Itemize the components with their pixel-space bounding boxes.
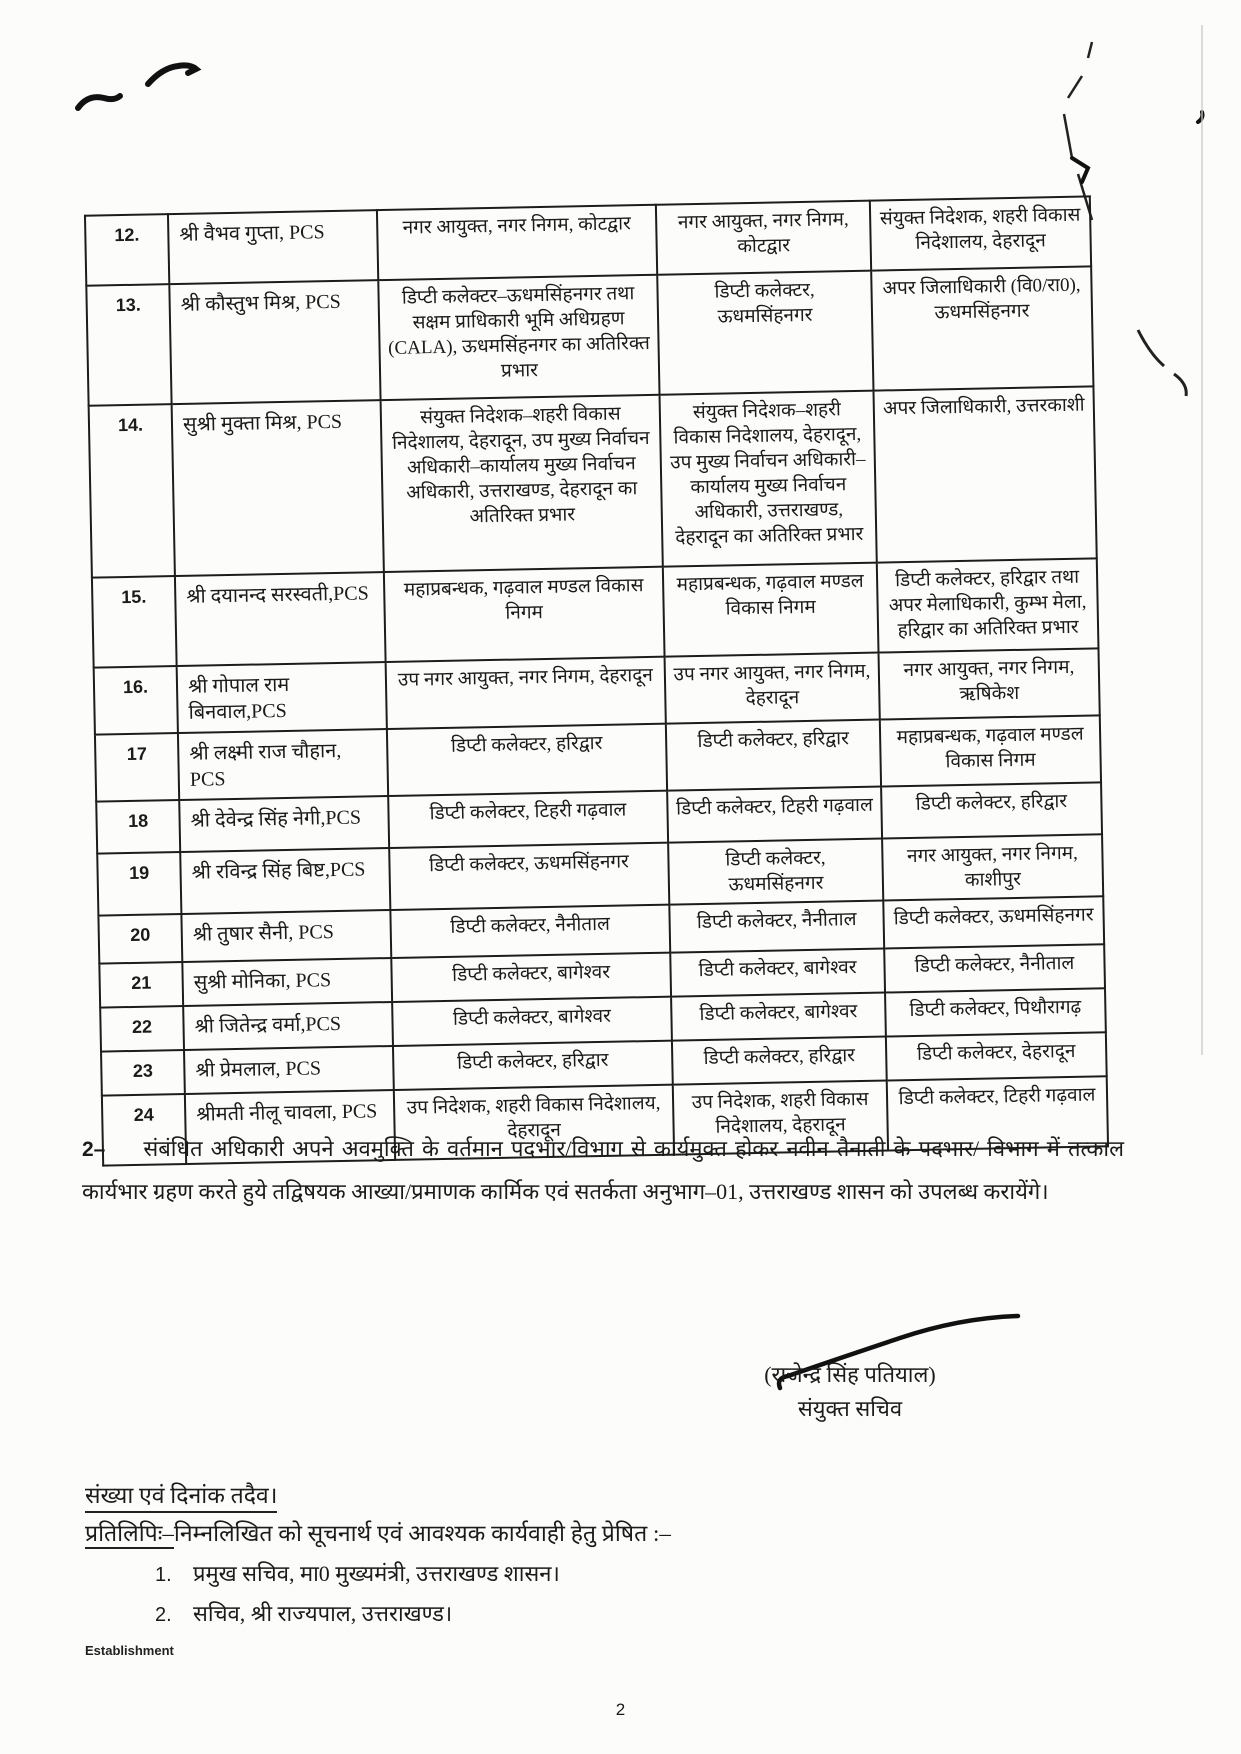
cell-new-posting: डिप्टी कलेक्टर, नैनीताल xyxy=(884,944,1105,992)
copy-recipient-1-text: प्रमुख सचिव, मा0 मुख्यमंत्री, उत्तराखण्ड शासन। xyxy=(193,1561,560,1586)
cell-serial: 23 xyxy=(101,1050,185,1096)
copy-recipient-2-text: सचिव, श्री राज्यपाल, उत्तराखण्ड। xyxy=(193,1601,453,1626)
cell-current-posting: डिप्टी कलेक्टर, नैनीताल xyxy=(390,904,670,957)
cell-serial: 20 xyxy=(98,914,182,964)
clause-number: 2– xyxy=(82,1138,106,1161)
cell-current-posting: डिप्टी कलेक्टर, हरिद्वार xyxy=(387,723,667,795)
cell-serial: 13. xyxy=(86,284,171,406)
paragraph-clause-2 xyxy=(82,1128,1124,1213)
copy-to-text: निम्नलिखित को सूचनार्थ एवं आवश्यक कार्यवाही हेतु प्रेषित :– xyxy=(173,1521,671,1546)
cell-current-posting: डिप्टी कलेक्टर, ऊधमसिंहनगर xyxy=(389,842,669,910)
cell-officer-name: श्री लक्ष्मी राज चौहान, PCS xyxy=(178,729,388,800)
cell-relieved-from: डिप्टी कलेक्टर, हरिद्वार xyxy=(666,719,881,790)
cell-serial: 22 xyxy=(100,1006,184,1052)
cell-officer-name: श्री देवेन्द्र सिंह नेगी,PCS xyxy=(179,796,389,852)
scan-page-edge xyxy=(1201,25,1203,1055)
establishment-tag: Establishment xyxy=(85,1643,174,1658)
cell-relieved-from: डिप्टी कलेक्टर, ऊधमसिंहनगर xyxy=(668,838,883,904)
cell-new-posting: डिप्टी कलेक्टर, हरिद्वार xyxy=(881,782,1102,838)
cell-current-posting: उप नगर आयुक्त, नगर निगम, देहरादून xyxy=(385,657,665,729)
cell-new-posting: डिप्टी कलेक्टर, टिहरी गढ़वाल xyxy=(887,1076,1108,1150)
cell-relieved-from: महाप्रबन्धक, गढ़वाल मण्डल विकास निगम xyxy=(663,563,879,657)
pen-scribble-top-left xyxy=(70,40,330,130)
cell-relieved-from: डिप्टी कलेक्टर, ऊधमसिंहनगर xyxy=(657,271,873,395)
cell-new-posting: डिप्टी कलेक्टर, हरिद्वार तथा अपर मेलाधिकारी, कुम्भ मेला, हरिद्वार का अतिरिक्त प्रभार xyxy=(877,558,1099,652)
cell-relieved-from: डिप्टी कलेक्टर, बागेश्वर xyxy=(670,948,885,996)
cell-officer-name: सुश्री मुक्ता मिश्र, PCS xyxy=(172,400,384,576)
table-row xyxy=(86,266,1093,405)
number-date-line: संख्या एवं दिनांक तदैव। xyxy=(85,1478,277,1513)
cell-officer-name: सुश्री मोनिका, PCS xyxy=(182,958,392,1006)
cell-new-posting: संयुक्त निदेशक, शहरी विकास निदेशालय, देहरादून xyxy=(870,196,1091,270)
cell-relieved-from: डिप्टी कलेक्टर, हरिद्वार xyxy=(672,1036,887,1084)
cell-serial: 17 xyxy=(95,733,179,801)
cell-new-posting: डिप्टी कलेक्टर, पिथौरागढ़ xyxy=(885,988,1106,1036)
cell-relieved-from: उप नगर आयुक्त, नगर निगम, देहरादून xyxy=(665,653,880,724)
cell-officer-name: श्री दयानन्द सरस्वती,PCS xyxy=(175,572,386,666)
cell-new-posting: नगर आयुक्त, नगर निगम, काशीपुर xyxy=(882,834,1103,900)
cell-serial: 15. xyxy=(92,576,177,668)
table-row xyxy=(89,386,1097,577)
cell-serial: 24 xyxy=(102,1094,186,1166)
cell-new-posting: नगर आयुक्त, नगर निगम, ऋषिकेश xyxy=(879,648,1100,719)
signature-block xyxy=(660,1358,1040,1426)
cell-serial: 19 xyxy=(97,852,181,916)
cell-new-posting: अपर जिलाधिकारी, उत्तरकाशी xyxy=(873,386,1096,562)
cell-officer-name: श्रीमती नीलू चावला, PCS xyxy=(185,1090,395,1164)
cell-serial: 21 xyxy=(99,962,183,1008)
cell-current-posting: डिप्टी कलेक्टर, बागेश्वर xyxy=(392,996,672,1045)
cell-relieved-from: संयुक्त निदेशक–शहरी विकास निदेशालय, देहरादून, उप मुख्य निर्वाचन अधिकारी– कार्यालय मुख्य निर्वाचन अधिकारी, उत्तराखण्ड, देहरादून का अतिरिक्त प्रभार xyxy=(660,391,877,567)
cell-new-posting: अपर जिलाधिकारी (वि0/रा0), ऊधमसिंहनगर xyxy=(871,266,1093,390)
copy-recipient-2 xyxy=(155,1598,452,1628)
cell-relieved-from: उप निदेशक, शहरी विकास निदेशालय, देहरादून xyxy=(673,1080,888,1154)
cell-serial: 18 xyxy=(96,800,180,854)
cell-officer-name: श्री जितेन्द्र वर्मा,PCS xyxy=(183,1002,393,1050)
cell-current-posting: डिप्टी कलेक्टर–ऊधमसिंहनगर तथा सक्षम प्राधिकारी भूमि अधिग्रहण (CALA), ऊधमसिंहनगर का अतिरिक्त प्रभार xyxy=(378,275,659,400)
cell-relieved-from: डिप्टी कलेक्टर, टिहरी गढ़वाल xyxy=(667,786,882,842)
cell-new-posting: महाप्रबन्धक, गढ़वाल मण्डल विकास निगम xyxy=(880,715,1101,786)
cell-new-posting: डिप्टी कलेक्टर, ऊधमसिंहनगर xyxy=(883,896,1104,948)
cell-relieved-from: डिप्टी कलेक्टर, बागेश्वर xyxy=(671,992,886,1040)
cell-current-posting: संयुक्त निदेशक–शहरी विकास निदेशालय, देहरादून, उप मुख्य निर्वाचन अधिकारी–कार्यालय मुख्य निर्वाचन अधिकारी, उत्तराखण्ड, देहरादून का अतिरिक्त प्रभार xyxy=(380,395,662,572)
cell-serial: 14. xyxy=(89,404,175,578)
cell-relieved-from: नगर आयुक्त, नगर निगम, कोटद्वार xyxy=(656,201,871,275)
signatory-designation: संयुक्त सचिव xyxy=(797,1396,903,1421)
cell-current-posting: उप निदेशक, शहरी विकास निदेशालय, देहरादून xyxy=(394,1084,674,1159)
cell-relieved-from: डिप्टी कलेक्टर, नैनीताल xyxy=(669,900,884,952)
cell-serial: 12. xyxy=(85,214,169,286)
cell-current-posting: डिप्टी कलेक्टर, हरिद्वार xyxy=(393,1040,673,1089)
cell-officer-name: श्री रविन्द्र सिंह बिष्ट,PCS xyxy=(180,848,390,914)
signatory-name: (राजेन्द्र सिंह पतियाल) xyxy=(764,1362,936,1387)
page-number: 2 xyxy=(615,1700,626,1719)
cell-officer-name: श्री वैभव गुप्ता, PCS xyxy=(168,210,378,284)
cell-officer-name: श्री कौस्तुभ मिश्र, PCS xyxy=(169,280,380,404)
cell-serial: 16. xyxy=(94,666,178,734)
copy-recipient-1 xyxy=(155,1558,560,1588)
officer-transfer-table xyxy=(84,195,1109,1166)
cell-current-posting: नगर आयुक्त, नगर निगम, कोटद्वार xyxy=(377,205,657,280)
copy-to-label: प्रतिलिपिः– xyxy=(85,1521,174,1549)
cell-current-posting: डिप्टी कलेक्टर, टिहरी गढ़वाल xyxy=(388,790,668,847)
cell-current-posting: डिप्टी कलेक्टर, बागेश्वर xyxy=(391,952,671,1001)
copy-recipient-1-number: 1. xyxy=(155,1564,172,1586)
cell-officer-name: श्री तुषार सैनी, PCS xyxy=(181,910,391,962)
cell-officer-name: श्री गोपाल राम बिनवाल,PCS xyxy=(177,662,387,733)
cell-officer-name: श्री प्रेमलाल, PCS xyxy=(184,1046,394,1094)
clause-text: संबंधित अधिकारी अपने अवमुक्ति के वर्तमान पदभार/विभाग से कार्यमुक्त होकर नवीन तैनाती के पदभार/ विभाग में तत्काल कार्यभार ग्रहण करते हुये तद्विषयक आख्या/प्रमाणक कार्मिक एवं सतर्कता अनुभाग–01, उत्तराखण्ड शासन को उपलब्ध करायेंगे। xyxy=(82,1136,1124,1204)
copy-to-line xyxy=(85,1516,985,1548)
copy-recipient-2-number: 2. xyxy=(155,1604,172,1626)
cell-current-posting: महाप्रबन्धक, गढ़वाल मण्डल विकास निगम xyxy=(384,567,665,662)
cell-new-posting: डिप्टी कलेक्टर, देहरादून xyxy=(886,1032,1107,1080)
